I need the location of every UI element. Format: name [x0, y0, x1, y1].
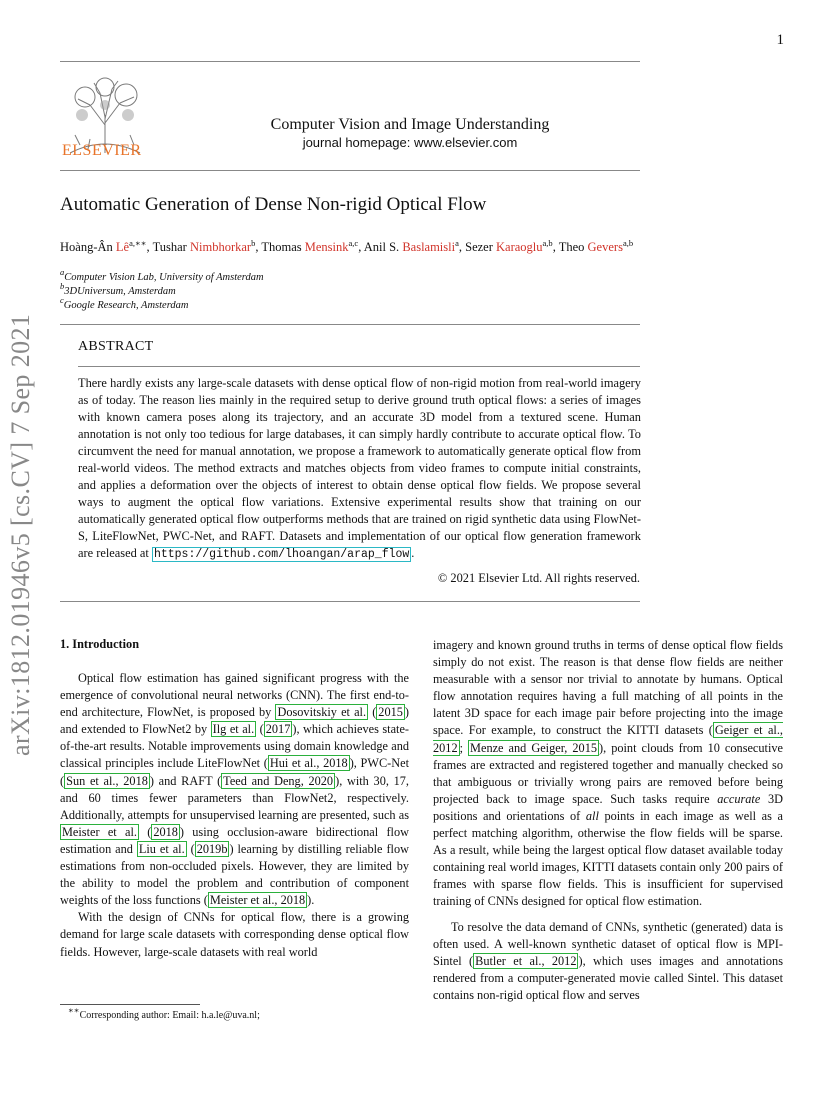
citation-link[interactable]: Hui et al., 2018 [269, 756, 348, 771]
citation-link[interactable]: Meister et al., 2018 [209, 893, 306, 908]
journal-name: Computer Vision and Image Understanding [270, 116, 550, 133]
author-link[interactable]: Gevers [587, 240, 623, 254]
abstract-bottom-rule [60, 601, 640, 602]
author: Hoàng-Ân $Lê^{a,∗∗}$ [60, 238, 147, 254]
citation-link[interactable]: 2017 [265, 722, 291, 737]
emphasis: all [585, 808, 599, 823]
author: Thomas Mensink$^{a,c}$ [261, 238, 359, 254]
journal-homepage: journal homepage: www.elsevier.com [302, 135, 518, 150]
affiliation: $^b$3DUniversum, Amsterdam [60, 281, 176, 297]
paragraph: Optical flow estimation has gained significant progress with the emergence of convolutional neural networks (CNN). The first end-to-end architecture, FlowNet, is proposed by Dosovitskiy et al. ( 2015 ) and extended to FlowNet2 by Ilg et al. ( 2017 ), which achieves state-of-the-art results. Notable improvements using domain knowledge and classical principles include LiteFlowNet ( Hui et al., 2018 ), PWC-Net ( Sun et al., 2018 ) and RAFT ( Teed and Deng, 2020 ), with 30, 17, and 60 times fewer parameters than FlowNet2, respectively. Additionally, attempts for unsupervised learning are presented, such as Meister et al. ( 2018 ) using occlusion-aware bidirectional flow estimation and Liu et al. ( 2019b ) learning by distilling reliable flow estimations from non-occluded pixels. However, they are limited by the ability to model the problem and contribution of component weights of the loss functions ( Meister et al., 2018 ). [60, 671, 410, 908]
citation-link[interactable]: Menze and Geiger, 2015 [470, 740, 597, 755]
citation-link[interactable]: 2018 [153, 824, 178, 839]
elsevier-logo-text: ELSEVIER [62, 142, 142, 159]
author-list: Hoàng-Ân $Lê^{a,∗∗}$, Tushar Nimbhorkar$^b$, Thomas Mensink$^{a,c}$, Anil S. Baslamisli$^a$, Sezer Karaoglu$^{a,b}$, Theo Gevers$^{a,b}$ [60, 238, 634, 254]
author-link[interactable]: Karaoglu [496, 240, 543, 254]
citation-link[interactable]: Ilg et al. [212, 722, 255, 737]
author: Anil S. Baslamisli$^a$ [363, 238, 459, 254]
abstract-heading-rule [78, 366, 640, 367]
citation-link[interactable]: Liu et al. [138, 841, 185, 856]
citation-link[interactable]: Teed and Deng, 2020 [223, 773, 334, 788]
paper-title: Automatic Generation of Dense Non-rigid Optical Flow [60, 194, 487, 215]
code-url-link[interactable]: https://github.com/lhoangan/arap_flow [153, 548, 410, 561]
paragraph: imagery and known ground truths in terms of dense optical flow fields simply do not exist. The reason is that dense flow fields are neither measurable with a sensor nor trivial to annotate by humans. Optical flow annotation requires having a full matching of all points in the latent 3D space for each image pair before projecting into the image space. For example, to construct the KITTI datasets ( Geiger et al., 2012 ; Menze and Geiger, 2015 ), point clouds from 10 consecutive frames are extracted and registered together and manually checked so that ambiguous or trivially wrong pairs are removed before being projected back to image space. Such tasks require accurate 3D positions and orientations of all points in each image as well as a perfect matching algorithm, otherwise the flow fields will be sparse. As a result, while being the largest optical flow dataset available today containing real world images, KITTI datasets contain only 200 pairs of frames with sparse flow fields. This is insufficient for supervised training of CNNs designed for optical flow estimation. [433, 638, 783, 909]
author: Sezer Karaoglu$^{a,b}$ [465, 238, 553, 254]
citation-link[interactable]: 2019b [196, 841, 228, 856]
emphasis: accurate [717, 791, 761, 806]
section-heading: 1. Introduction [60, 637, 140, 651]
header-bottom-rule [60, 170, 640, 171]
citation-link[interactable]: Butler et al., 2012 [475, 953, 577, 968]
abstract-heading: ABSTRACT [78, 339, 154, 354]
left-column [60, 670, 409, 961]
author: Theo Gevers$^{a,b}$ [558, 238, 634, 254]
affiliation: $^c$Google Research, Amsterdam [60, 295, 189, 311]
paragraph: With the design of CNNs for optical flow, there is a growing demand for large scale datasets with corresponding dense optical flow fields. However, large-scale datasets with real world [60, 910, 409, 959]
arxiv-stamp: arXiv:1812.01946v5 [cs.CV] 7 Sep 2021 [6, 313, 35, 756]
header-top-rule [60, 61, 640, 62]
page-number: 1 [776, 32, 784, 48]
right-column [433, 637, 783, 1004]
citation-link[interactable]: Geiger et al., 2012 [433, 723, 783, 755]
citation-link[interactable]: 2015 [378, 705, 403, 720]
author-link[interactable]: Baslamisli [402, 240, 456, 254]
citation-link[interactable]: Meister et al. [62, 824, 137, 839]
author-link[interactable]: Lê [115, 240, 130, 254]
abstract-body: There hardly exists any large-scale datasets with dense optical flow of non-rigid motion from real-world imagery as of today. The reason lies mainly in the required setup to derive ground truth optical flows: a series of images with known camera poses along its trajectory, and an accurate 3D model from a textured scene. Human annotation is not only too tedious for large databases, it can simply hardly contribute to accurate optical flow. To circumvent the need for manual annotation, we propose a framework to automatically generate optical flow from real-world videos. The method extracts and matches objects from video frames to compute initial constraints, and applies a deformation over the objects of interest to obtain dense optical flow fields. We propose several ways to augment the optical flow variations. Extensive experimental results show that training on our automatically generated optical flow outperforms methods that are trained on rigid synthetic data using FlowNet-S, LiteFlowNet, PWC-Net, and RAFT. Datasets and implementation of our optical flow generation framework are released at https://github.com/lhoangan/arap_flow . [78, 376, 641, 561]
author: Tushar Nimbhorkar$^b$ [152, 238, 256, 254]
citation-link[interactable]: Sun et al., 2018 [66, 773, 148, 788]
paragraph: To resolve the data demand of CNNs, synthetic (generated) data is often used. A well-known synthetic dataset of optical flow is MPI-Sintel ( Butler et al., 2012 ), which uses images and annotations rendered from a computer-generated movie called Sintel. This dataset contains non-rigid optical flow and serves [433, 919, 783, 1002]
author-link[interactable]: Mensink [304, 240, 349, 254]
abstract-top-rule [60, 324, 640, 325]
citation-link[interactable]: Dosovitskiy et al. [277, 705, 367, 720]
footnote-rule [60, 1004, 200, 1005]
footnote: ∗∗Corresponding author: Email: h.a.le@uva.nl; [68, 1005, 260, 1021]
copyright-notice: © 2021 Elsevier Ltd. All rights reserved. [437, 571, 640, 585]
affiliation: $^a$Computer Vision Lab, University of Amsterdam [60, 267, 264, 283]
author-link[interactable]: Nimbhorkar [189, 240, 252, 254]
